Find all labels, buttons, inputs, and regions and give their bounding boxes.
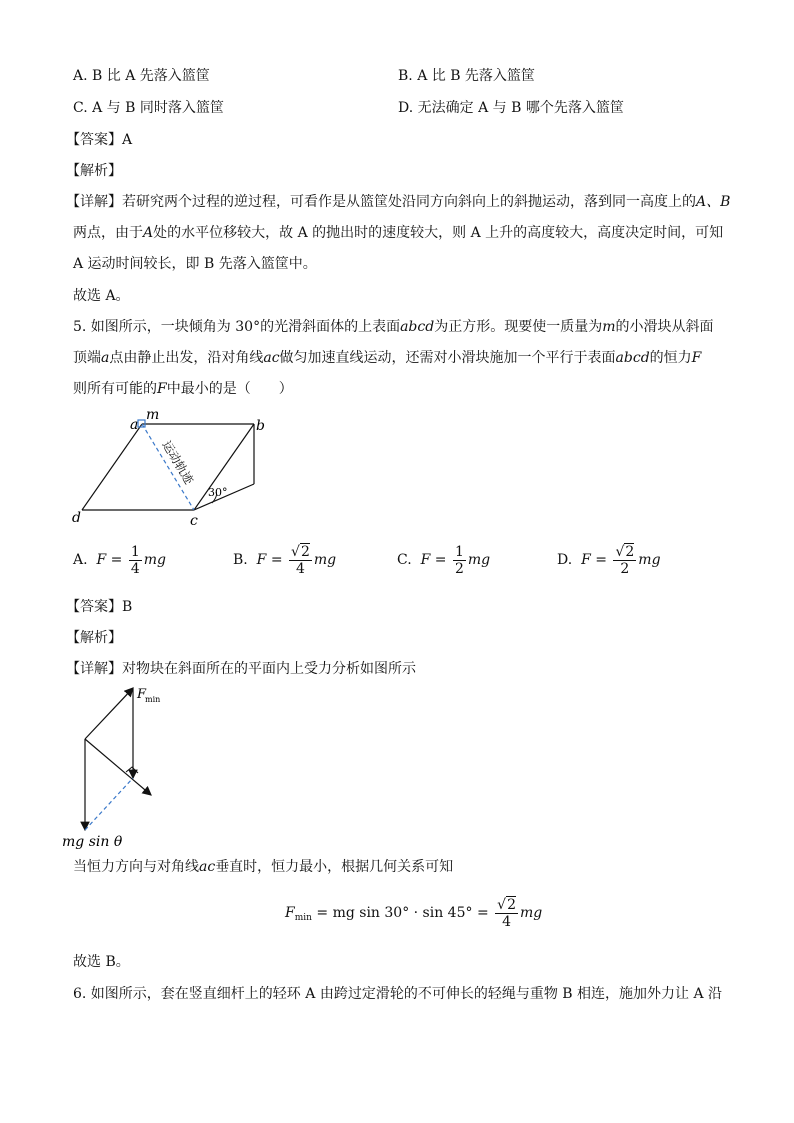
mgsin-label: mg sin θ	[62, 834, 123, 850]
acceleration-direction	[85, 739, 151, 795]
q4-answer: 【答案】A	[66, 132, 133, 148]
q5-explanation: 当恒力方向与对角线ac垂直时，恒力最小，根据几何关系可知	[73, 859, 454, 875]
label-b: b	[256, 418, 265, 434]
label-c: c	[190, 513, 198, 526]
q5-answer: 【答案】B	[66, 599, 133, 615]
edge-ad	[82, 424, 142, 510]
perpendicular-dashed	[85, 778, 133, 830]
fmin-sub: min	[145, 695, 161, 704]
q5-analysis-heading: 【解析】	[66, 630, 122, 646]
q5-option-b: B. F = $\frac{√2}{4}$ mg	[233, 543, 337, 577]
q4-conclusion: 故选 A。	[73, 288, 130, 304]
q5-detail: 【详解】对物块在斜面所在的平面内上受力分析如图所示	[66, 661, 416, 677]
q6-stem-line-1: 6. 如图所示，套在竖直细杆上的轻环 A 由跨过定滑轮的不可伸长的轻绳与重物 B 相连，施加外力让 A 沿	[73, 986, 723, 1002]
fmin-label: F	[137, 687, 147, 702]
fmin-vector	[85, 688, 133, 739]
q4-option-d: D. 无法确定 A 与 B 哪个先落入篮筐	[398, 100, 624, 116]
label-angle: 30°	[208, 486, 228, 499]
q5-option-c: C. F = $\frac{1}{2}$ mg	[397, 543, 491, 577]
label-m: m	[146, 407, 160, 423]
q5-formula: $F_{min}$ = mg sin 30° · sin 45° = $\frac{√2}{4}$ mg	[285, 896, 543, 930]
q4-detail-line-1: 【详解】若研究两个过程的逆过程，可看作是从篮筐处沿同方向斜向上的斜抛运动，落到同一高度上的A、B	[66, 194, 731, 210]
incline-figure	[66, 404, 276, 526]
label-d: d	[72, 510, 81, 526]
q4-analysis-heading: 【解析】	[66, 163, 122, 179]
label-track: 运动轨迹	[159, 438, 197, 487]
q4-detail-line-3: A 运动时间较长，即 B 先落入篮筐中。	[73, 256, 317, 272]
q5-option-a: A. F = $\frac{1}{4}$ mg	[73, 543, 166, 577]
right-angle-mark	[126, 767, 138, 773]
q4-option-b: B. A 比 B 先落入篮筐	[398, 68, 535, 84]
q5-option-d: D. F = $\frac{√2}{2}$ mg	[557, 543, 661, 577]
q5-stem-line-1: 5. 如图所示，一块倾角为 30°的光滑斜面体的上表面abcd为正方形。现要使一质量为m的小滑块从斜面	[73, 319, 714, 335]
label-a: a	[130, 417, 139, 433]
q4-detail-line-2: 两点，由于A处的水平位移较大，故 A 的抛出时的速度较大，则 A 上升的高度较大，高度决定时间，可知	[73, 225, 724, 241]
q5-conclusion: 故选 B。	[73, 954, 130, 970]
q4-option-c: C. A 与 B 同时落入篮筐	[73, 100, 224, 116]
q4-option-a: A. B 比 A 先落入篮筐	[73, 68, 210, 84]
q5-stem-line-2: 顶端a点由静止出发，沿对角线ac做匀加速直线运动，还需对小滑块施加一个平行于表面abcd的恒力F	[73, 350, 702, 366]
q5-stem-line-3: 则所有可能的F中最小的是（ ）	[73, 381, 293, 397]
force-diagram	[58, 682, 178, 852]
